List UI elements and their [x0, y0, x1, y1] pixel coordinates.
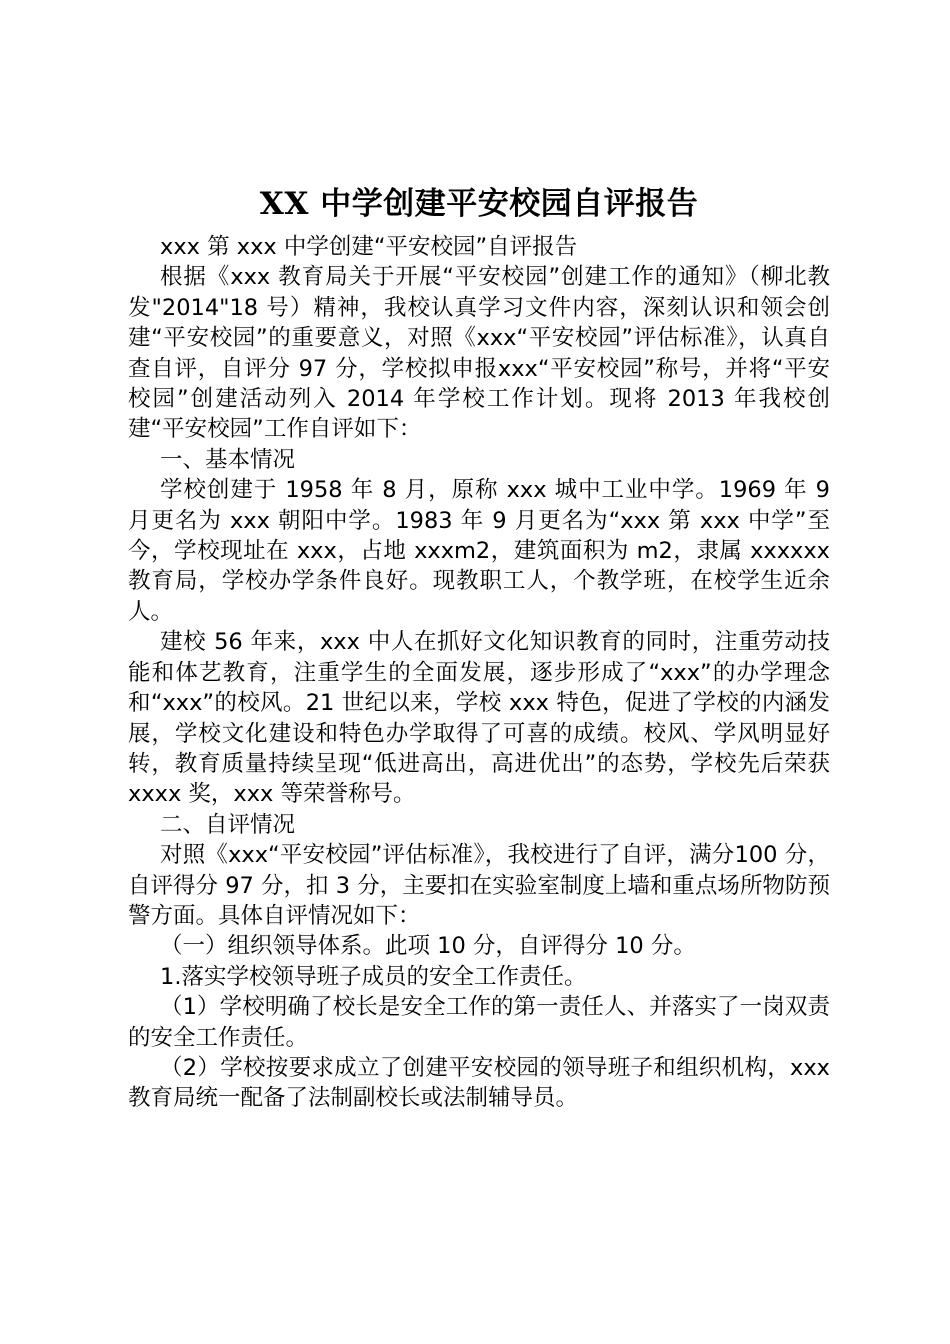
- subsection-organization: （一）组织领导体系。此项 10 分，自评得分 10 分。: [160, 933, 696, 960]
- paragraph-intro: 根据《xxx 教育局关于开展“平安校园”创建工作的通知》（柳北教发"2014"18 号）精神，我校认真学习文件内容，深刻认识和领会创建“平安校园”的重要意义，对照《xxx“平安校园”评估标准》，认真自查自评，自评分 97 分，学校拟申报xxx“平安校园”称号，并将“平安校园”创建活动列入 2014 年学校工作计划。现将 2013 年我校创建“平安校园”工作自评如下：: [128, 264, 830, 443]
- section-heading-basic-info: 一、基本情况: [160, 446, 296, 473]
- report-subtitle: xxx 第 xxx 中学创建“平安校园”自评报告: [160, 234, 578, 260]
- document-title: XX 中学创建平安校园自评报告: [259, 186, 699, 222]
- section-heading-self-evaluation: 二、自评情况: [160, 811, 296, 838]
- item-leadership-responsibility: 1.落实学校领导班子成员的安全工作责任。: [160, 963, 587, 990]
- item-principal-responsibility: （1）学校明确了校长是安全工作的第一责任人、并落实了一岗双责的安全工作责任。: [128, 994, 830, 1051]
- paragraph-evaluation-summary: 对照《xxx“平安校园”评估标准》，我校进行了自评，满分100 分，自评得分 97 分，扣 3 分，主要扣在实验室制度上墙和重点场所物防预警方面。具体自评情况如下：: [128, 842, 830, 929]
- document-page: [128, 180, 830, 1114]
- item-leadership-team: （2）学校按要求成立了创建平安校园的领导班子和组织机构，xxx 教育局统一配备了法制副校长或法制辅导员。: [128, 1054, 830, 1112]
- paragraph-school-development: 建校 56 年来，xxx 中人在抓好文化知识教育的同时，注重劳动技能和体艺教育，注重学生的全面发展，逐步形成了“xxx”的办学理念和“xxx”的校风。21 世纪以来，学校 xxx 特色，促进了学校的内涵发展，学校文化建设和特色办学取得了可喜的成绩。校风、学风明显好转，教育质量持续呈现“低进高出，高进优出”的态势，学校先后荣获 xxxx 奖，xxx 等荣誉称号。: [128, 629, 830, 808]
- paragraph-school-history: 学校创建于 1958 年 8 月，原称 xxx 城中工业中学。1969 年 9 月更名为 xxx 朝阳中学。1983 年 9 月更名为“xxx 第 xxx 中学”至今，学校现址在 xxx，占地 xxxm2，建筑面积为 m2，隶属 xxxxxx 教育局，学校办学条件良好。现教职工人，个教学班，在校学生近余人。: [128, 477, 830, 625]
